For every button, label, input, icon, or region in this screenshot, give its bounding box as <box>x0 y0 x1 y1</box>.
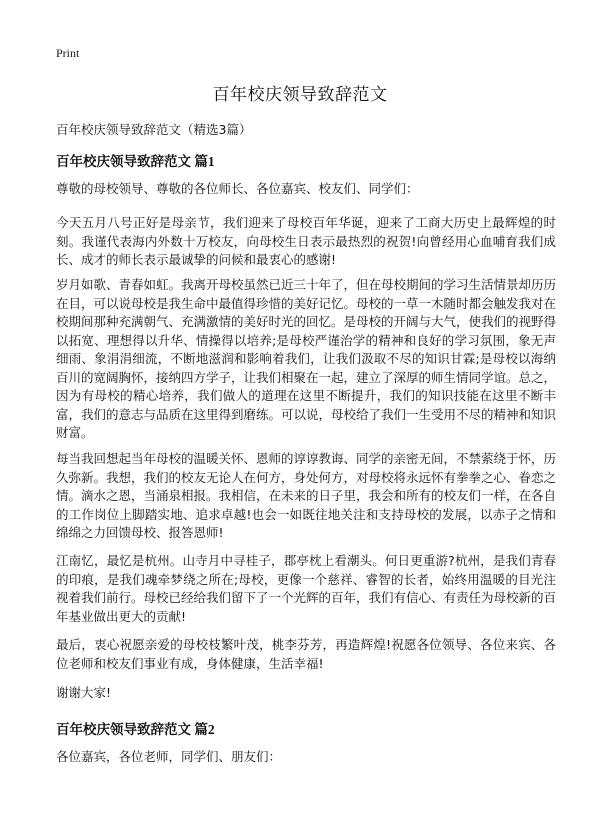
paragraph: 最后，衷心祝愿亲爱的母校枝繁叶茂，桃李芬芳，再造辉煌!祝愿各位领导、各位来宾、各位老师和校友们事业有成，身体健康，生活幸福! <box>56 637 556 671</box>
paragraph-salutation: 各位嘉宾，各位老师，同学们、朋友们： <box>56 749 282 764</box>
section-heading-2: 百年校庆领导致辞范文 篇2 <box>56 722 215 737</box>
paragraph: 今天五月八号正好是母亲节，我们迎来了母校百年华诞，迎来了工商大历史上最辉煌的时刻。我谨代表海内外数十万校友，向母校生日表示最热烈的祝贺!向曾经用心血哺育我们成长、成才的师长表示最诚挚的问候和最衷心的感谢! <box>56 215 556 267</box>
paragraph: 每当我回想起当年母校的温暖关怀、恩师的谆谆教诲、同学的亲密无间，不禁萦绕于怀，历久弥新。我想，我们的校友无论人在何方，身处何方，对母校将永远怀有拳拳之心、眷恋之情。滴水之恩，当涌泉相报。我相信，在未来的日子里，我会和所有的校友们一样，在各自的工作岗位上脚踏实地、追求卓越!也会一如既往地关注和支持母校的发展，以赤子之情和绵绵之力回馈母校、报答恩师! <box>56 451 557 540</box>
print-link[interactable]: Print <box>56 46 80 60</box>
page-title: 百年校庆领导致辞范文 <box>212 85 388 105</box>
paragraph: 江南忆，最忆是杭州。山寺月中寻桂子，郡亭枕上看潮头。何日更重游?杭州，是我们青春的印痕，是我们魂牵梦绕之所在;母校，更像一个慈祥、睿智的长者，始终用温暖的目光注视着我们前行。母校已经给我们留下了一个光辉的百年，我们有信心、有责任为母校新的百年基业做出更大的贡献! <box>56 553 557 624</box>
section-heading-1: 百年校庆领导致辞范文 篇1 <box>56 154 215 169</box>
paragraph-salutation: 尊敬的母校领导、尊敬的各位师长、各位嘉宾、校友们、同学们： <box>56 181 419 196</box>
subtitle: 百年校庆领导致辞范文（精选3篇） <box>56 122 252 137</box>
paragraph-closing: 谢谢大家! <box>56 685 112 700</box>
paragraph: 岁月如歌、青春如虹。我离开母校虽然已近三十年了，但在母校期间的学习生活情景却历历在目，可以说母校是我生命中最值得珍惜的美好记忆。母校的一草一木随时都会触发我对在校期间那种充满朝气、充满激情的美好时光的回忆。是母校的开阔与大气，使我们的视野得以拓宽、理想得以升华、情操得以培养;是母校严谨治学的精神和良好的学习氛围，象无声细雨、象涓涓细流，不断地滋润和影响着我们，让我们汲取不尽的知识甘霖;是母校以海纳百川的宽阔胸怀，接纳四方学子，让我们相聚在一起，建立了深厚的师生情同学谊。总之，因为有母校的精心培养，我们做人的道理在这里不断提升，我们的知识技能在这里不断丰富，我们的意志与品质在这里得到磨练。可以说，母校给了我们一生受用不尽的精神和知识财富。 <box>56 277 557 440</box>
